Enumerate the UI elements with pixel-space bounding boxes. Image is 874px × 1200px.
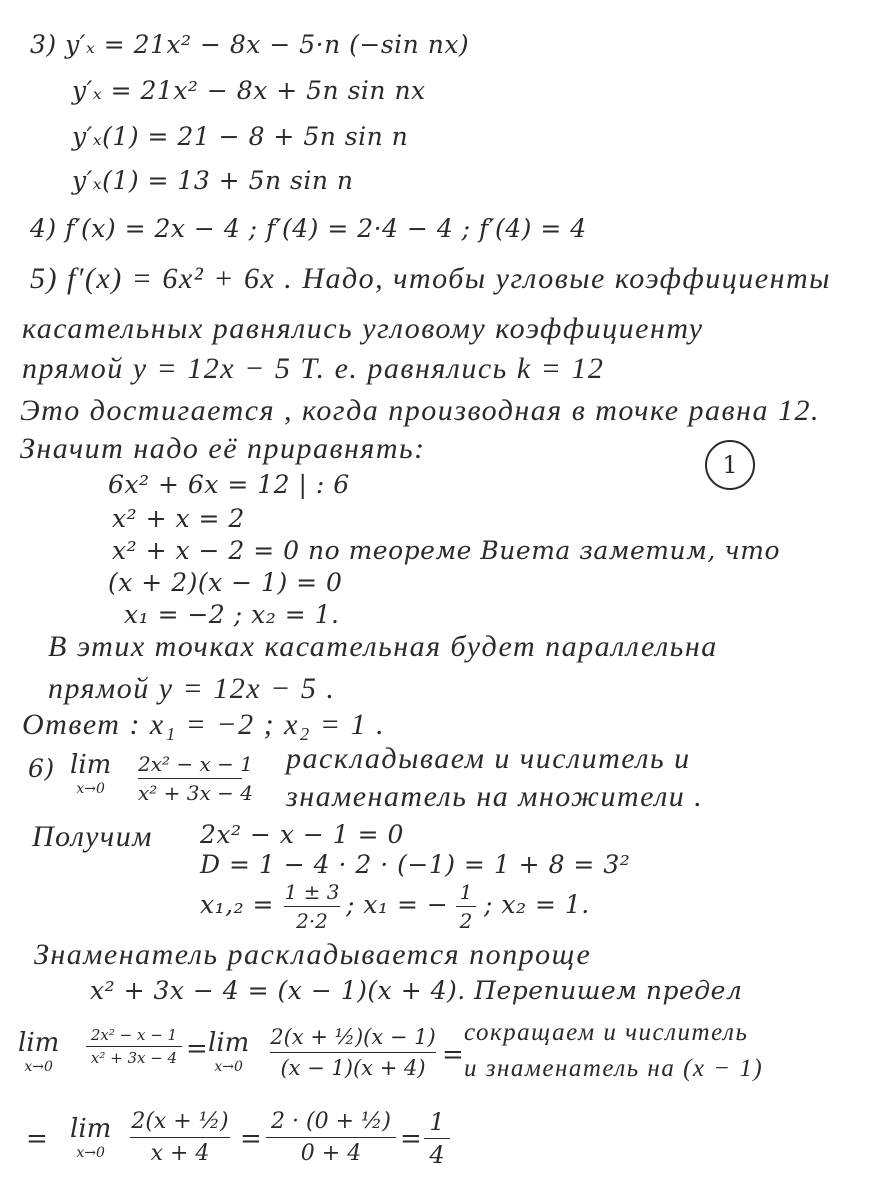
item6-eqA: 2x² − x − 1 = 0 xyxy=(200,820,404,849)
fraction-numerator: 2x² − x − 1 xyxy=(138,752,253,776)
lim-word: lim xyxy=(18,1028,60,1058)
limit-B-numerator: 2(x + ½)(x − 1) xyxy=(270,1025,436,1049)
lim-subscript: x→0 xyxy=(214,1059,243,1075)
limit-B-bar xyxy=(270,1052,436,1053)
limit-A-fraction xyxy=(86,1026,182,1067)
half-denominator: 2 xyxy=(459,909,473,933)
item6-text1: раскладываем и числитель и xyxy=(286,742,691,775)
item5-eq3: x² + x − 2 = 0 по теореме Виета заметим, что xyxy=(112,536,781,565)
item6-denominator-eq: x² + 3x − 4 = (x − 1)(x + 4). Перепишем предел xyxy=(90,976,743,1005)
item6-limit xyxy=(70,752,111,796)
lim-word: lim xyxy=(70,1114,112,1144)
reduce-text1: сокращаем и числитель xyxy=(464,1019,749,1046)
equals-sign: = xyxy=(400,1124,422,1154)
limit-D-bar xyxy=(266,1137,396,1138)
equals-sign: = xyxy=(442,1040,464,1070)
limit-C-numerator: 2(x + ½) xyxy=(131,1109,229,1134)
limit-B-denominator: (x − 1)(x + 4) xyxy=(280,1056,426,1080)
item5-conclusion2: прямой y = 12x − 5 . xyxy=(48,672,336,705)
lim-word: lim xyxy=(208,1028,250,1058)
limit-C-fraction xyxy=(130,1108,230,1167)
item6-eqB: D = 1 − 4 · 2 · (−1) = 1 + 8 = 3² xyxy=(200,850,631,879)
limit-A-numerator: 2x² − x − 1 xyxy=(90,1026,178,1044)
item6-denominator-text: Знаменатель раскладывается попроще xyxy=(34,938,592,971)
limit-A-bar xyxy=(86,1046,182,1047)
limit-B xyxy=(208,1030,249,1074)
limit-D-fraction xyxy=(266,1108,396,1167)
item3-line4: y′ₓ(1) = 13 + 5n sin n xyxy=(72,166,354,195)
item6-roots-rest-prefix: ; x₁ = − xyxy=(346,890,449,919)
result-denominator: 4 xyxy=(429,1141,445,1169)
item6-label: 6) xyxy=(28,754,55,783)
item6-roots-rest-suffix: ; x₂ = 1. xyxy=(484,890,590,919)
item5-conclusion1: В этих точках касательная будет параллельна xyxy=(48,630,718,663)
item3-line3: y′ₓ(1) = 21 − 8 + 5n sin n xyxy=(72,122,409,151)
limit-C-denominator: x + 4 xyxy=(150,1141,210,1166)
roots-denominator: 2·2 xyxy=(296,909,328,933)
limit-D-denominator: 0 + 4 xyxy=(300,1141,362,1166)
half-numerator: 1 xyxy=(459,880,473,904)
limit-A-denominator: x² + 3x − 4 xyxy=(90,1049,178,1067)
item5-line2: касательных равнялись угловому коэффициенту xyxy=(22,312,704,345)
item5-line1: 5) f′(x) = 6x² + 6x . Надо, чтобы угловые коэффициенты xyxy=(30,262,831,295)
equals-sign: = xyxy=(26,1124,48,1154)
item5-eq2: x² + x = 2 xyxy=(112,504,245,533)
limit-C-bar xyxy=(130,1137,230,1138)
item5-eq4: (x + 2)(x − 1) = 0 xyxy=(108,568,343,597)
equals-sign: = xyxy=(240,1124,262,1154)
roots-numerator: 1 ± 3 xyxy=(284,880,340,904)
result-numerator: 1 xyxy=(429,1108,445,1136)
lim-subscript: x→0 xyxy=(24,1059,53,1075)
result-bar xyxy=(424,1138,450,1139)
item5-line3: прямой y = 12x − 5 Т. е. равнялись k = 12 xyxy=(22,352,605,385)
item5-eq5: x₁ = −2 ; x₂ = 1. xyxy=(124,600,340,629)
half-bar xyxy=(456,906,476,907)
reduce-text2: и знаменатель на (x − 1) xyxy=(464,1055,764,1082)
limit-C xyxy=(70,1116,111,1160)
lim-subscript: x→0 xyxy=(76,1145,105,1161)
lim-word: lim xyxy=(70,750,112,780)
item3-line2: y′ₓ = 21x² − 8x + 5n sin nx xyxy=(72,76,426,105)
item3-line1: 3) y′ₓ = 21x² − 8x − 5·n (−sin nx) xyxy=(30,30,470,59)
roots-bar xyxy=(284,906,340,907)
item5-eq1: 6x² + 6x = 12 | : 6 xyxy=(108,470,350,499)
result-fraction xyxy=(424,1108,450,1169)
item5-line4: Это достигается , когда производная в точке равна 12. xyxy=(20,394,820,427)
circled-mark: 1 xyxy=(705,440,755,490)
item5-line5: Значит надо её приравнять: xyxy=(20,432,426,465)
fraction-denominator: x² + 3x − 4 xyxy=(138,781,253,805)
half-fraction xyxy=(456,880,476,933)
limit-B-fraction xyxy=(270,1024,436,1081)
roots-fraction xyxy=(284,880,340,933)
item6-fraction xyxy=(138,752,253,805)
item4-line1: 4) f′(x) = 2x − 4 ; f′(4) = 2·4 − 4 ; f′(4) = 4 xyxy=(30,214,587,243)
limit-D-numerator: 2 · (0 + ½) xyxy=(271,1109,391,1134)
item6-obtain: Получим xyxy=(32,820,153,853)
equals-sign: = xyxy=(186,1034,208,1064)
item6-roots-prefix: x₁,₂ = xyxy=(200,890,274,919)
item6-text2: знаменатель на множители . xyxy=(286,780,704,813)
item5-answer: Ответ : x₁ = −2 ; x₂ = 1 . xyxy=(22,708,386,741)
lim-subscript: x→0 xyxy=(76,781,105,797)
limit-A xyxy=(18,1030,59,1074)
fraction-bar xyxy=(138,778,242,779)
